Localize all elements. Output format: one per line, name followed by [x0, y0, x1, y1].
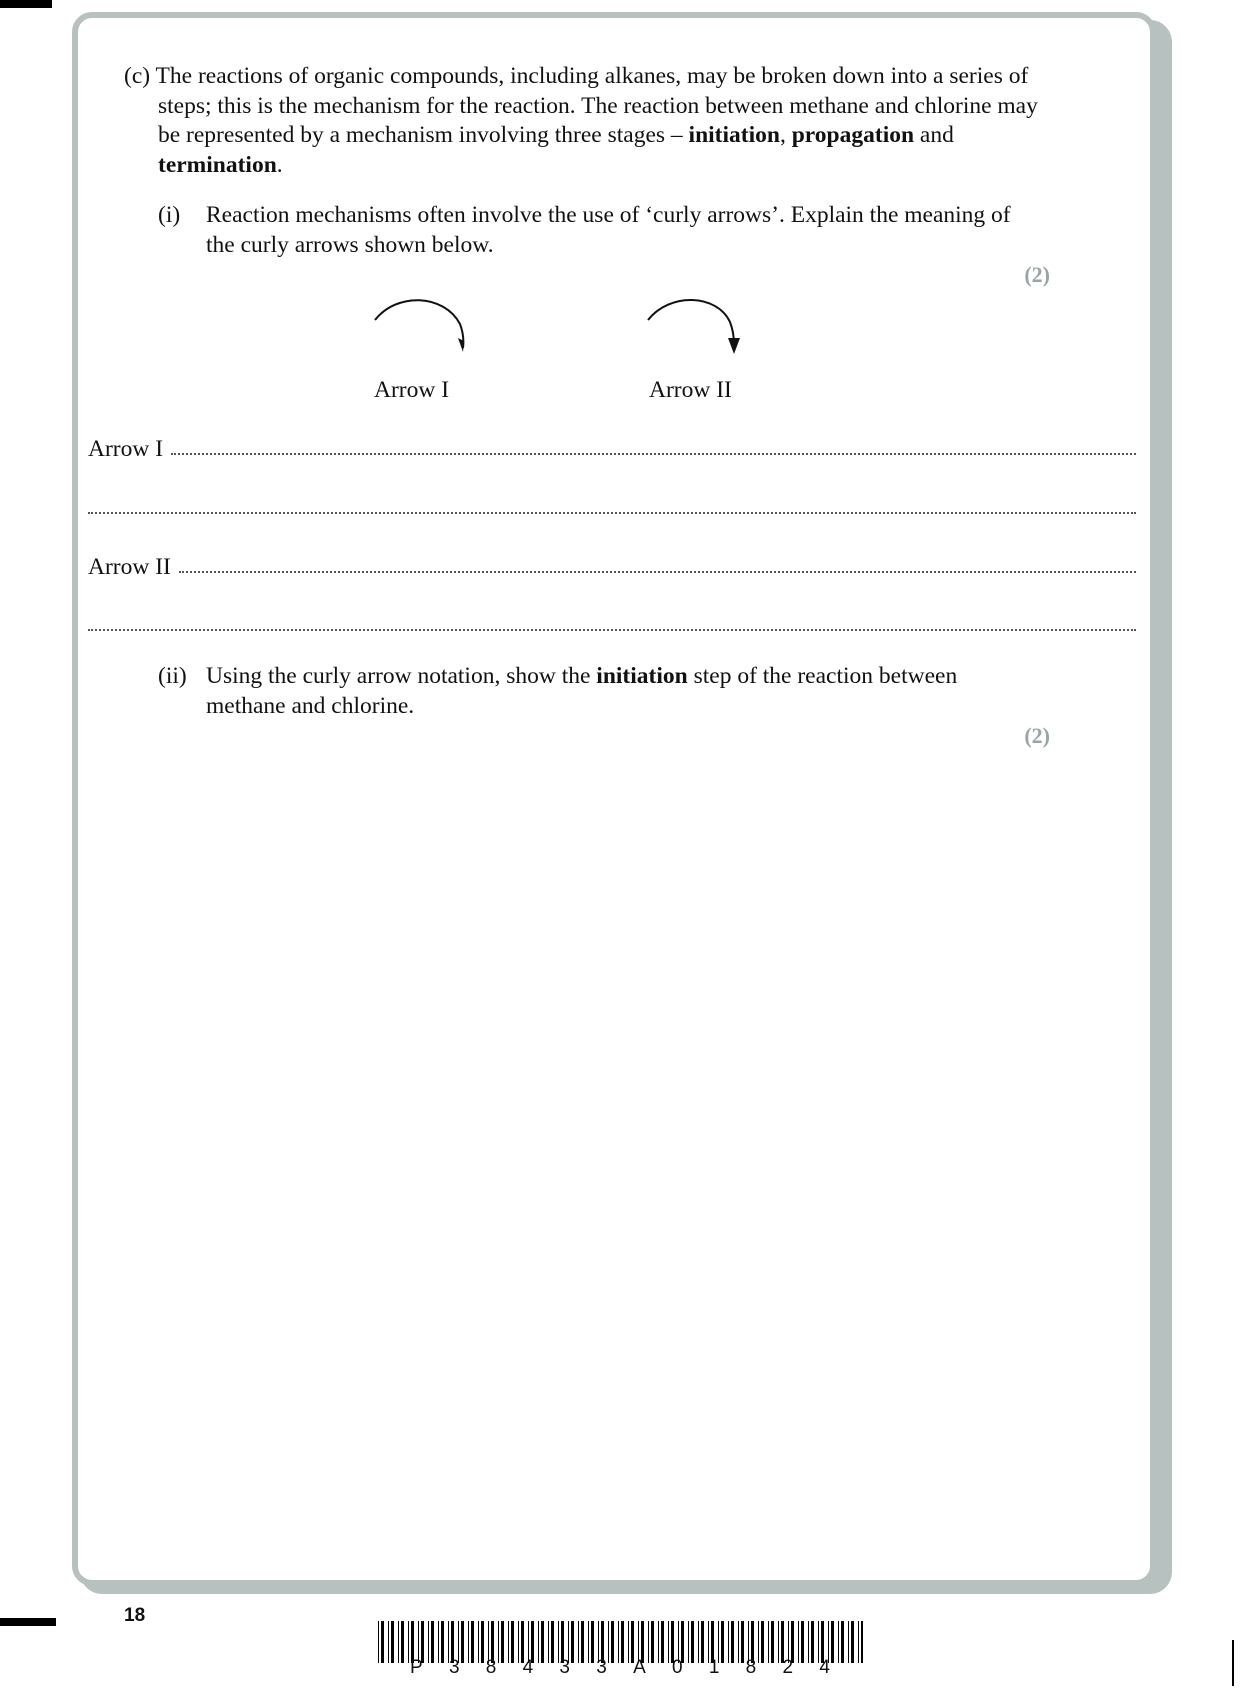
bold-initiation: initiation	[688, 122, 780, 148]
dotted-line	[171, 453, 1136, 455]
answer-label-arrow-2: Arrow II	[88, 554, 171, 580]
answer-label-arrow-1: Arrow I	[88, 436, 164, 462]
barcode-char: 3	[596, 1657, 607, 1678]
answer-line-arrow-2-continued[interactable]	[88, 607, 1136, 637]
barcode-char: 3	[448, 1657, 460, 1678]
dotted-line	[88, 629, 1136, 631]
sub-ii-text-before: Using the curly arrow notation, show the	[206, 663, 597, 689]
registration-mark-bottom	[0, 1618, 56, 1626]
sub-ii-text	[206, 662, 1026, 721]
arrow-2-label: Arrow II	[649, 377, 732, 403]
dotted-line	[179, 571, 1136, 573]
barcode-char: 8	[485, 1657, 497, 1678]
intro-text: The reactions of organic compounds, including alkanes, may be broken down into a series of steps; this is the mechanism for the reaction. The reaction between methane and chlorine may be represented by a mechanism involving three stages –	[155, 63, 1038, 148]
sub-ii-marks: (2)	[1024, 723, 1050, 748]
sub-ii-number: (ii)	[158, 663, 187, 689]
bold-termination: termination	[158, 151, 277, 178]
sub-i-text: Reaction mechanisms often involve the use of ‘curly arrows’. Explain the meaning of the curly arrows shown below.	[206, 202, 1011, 258]
barcode-char: 8	[745, 1657, 757, 1678]
dotted-line	[88, 512, 1136, 514]
barcode-char: 1	[708, 1657, 720, 1678]
bold-initiation-ii: initiation	[596, 663, 688, 689]
arrow-1-label: Arrow I	[374, 377, 450, 403]
barcode-char: 0	[672, 1657, 683, 1678]
answer-line-arrow-1-continued[interactable]	[88, 490, 1136, 520]
barcode-char: 3	[559, 1657, 570, 1678]
barcode-char: 4	[522, 1657, 534, 1678]
barcode-char: 4	[819, 1657, 830, 1678]
barcode-char: P	[410, 1657, 423, 1678]
answer-line-arrow-1[interactable]	[88, 431, 1136, 461]
sub-i-number: (i)	[158, 202, 181, 228]
sub-i-marks: (2)	[1024, 262, 1050, 287]
intro-end: .	[276, 151, 283, 178]
curly-arrow-half-headed-icon	[372, 296, 472, 360]
barcode-char: A	[633, 1657, 646, 1678]
question-part-label: (c)	[124, 63, 151, 89]
page-number: 18	[124, 1605, 146, 1626]
curly-arrow-full-headed-icon	[645, 296, 745, 360]
answer-line-arrow-2[interactable]	[88, 549, 1136, 579]
intro-separator-1: ,	[779, 122, 792, 148]
barcode-text	[410, 1657, 830, 1679]
bold-propagation: propagation	[791, 122, 915, 148]
question-c-intro	[124, 62, 1044, 180]
barcode-char: 2	[782, 1657, 794, 1678]
sub-ii-text-after: step of the reaction between methane and chlorine.	[206, 663, 958, 719]
intro-separator-2: and	[914, 122, 954, 148]
registration-mark-top	[0, 0, 52, 8]
registration-tick-right	[1232, 1640, 1234, 1686]
